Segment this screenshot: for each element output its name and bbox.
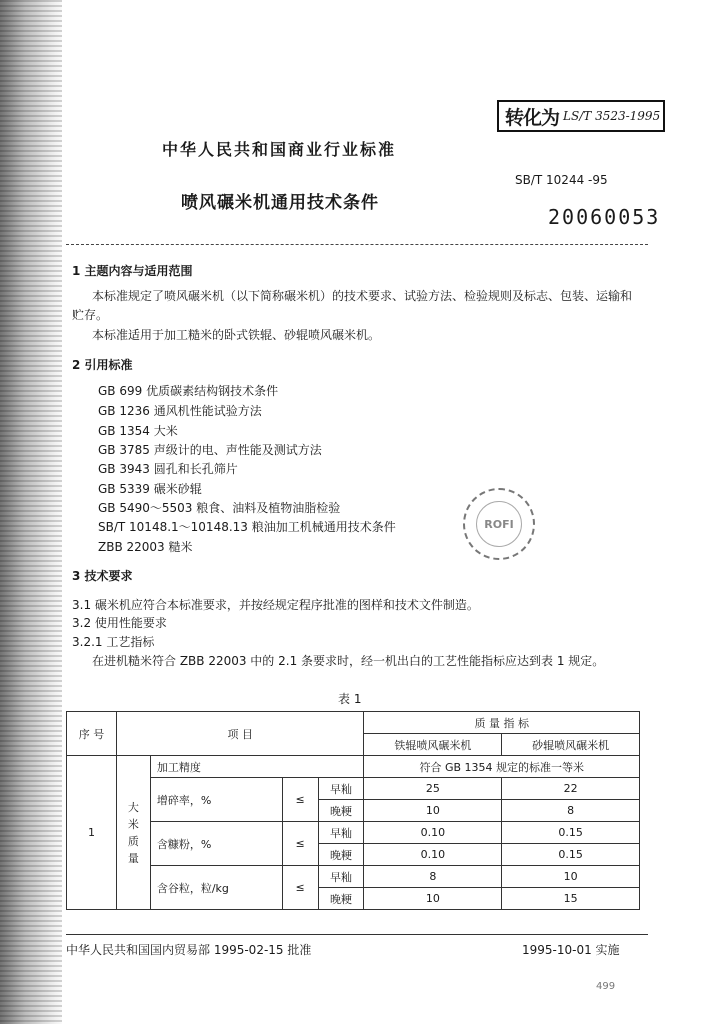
sand-value: 22 (502, 778, 640, 800)
table-row (67, 756, 640, 778)
scan-shadow-edge (0, 0, 62, 1024)
reference-item: GB 5339 碾米砂辊 (98, 482, 202, 496)
rice-type: 早籼 (318, 866, 364, 888)
sand-value: 10 (502, 866, 640, 888)
reference-item: GB 699 优质碳素结构钢技术条件 (98, 384, 279, 398)
reference-item: SB/T 10148.1～10148.13 粮油加工机械通用技术条件 (98, 520, 396, 534)
rice-type: 晚粳 (318, 800, 364, 822)
footer-divider (66, 934, 648, 935)
header-item: 项 目 (116, 712, 364, 756)
le-sign: ≤ (282, 822, 318, 866)
table-row (67, 866, 640, 888)
org-title: 中华人民共和国商业行业标准 (162, 140, 397, 159)
item-bran-content: 含糠粉，% (150, 822, 282, 866)
sand-value: 15 (502, 888, 640, 910)
seal-text: ROFI (484, 517, 514, 531)
section-1-paragraph-1: 本标准规定了喷风碾米机（以下简称碾米机）的技术要求、试验方法、检验规则及标志、包装、运输和 (92, 289, 633, 303)
reference-item: GB 5490～5503 粮食、油料及植物油脂检验 (98, 501, 341, 515)
iron-value: 25 (364, 778, 502, 800)
seal-inner-ring (476, 501, 522, 547)
section-2-heading: 2 引用标准 (72, 358, 133, 372)
rice-type: 晚粳 (318, 888, 364, 910)
le-sign: ≤ (282, 866, 318, 910)
clause-3-2-1-text: 在进机糙米符合 ZBB 22003 中的 2.1 条要求时，经一机出白的工艺性能指标应达到表 1 规定。 (92, 654, 605, 668)
quality-spec-table (66, 711, 640, 910)
table-caption: 表 1 (338, 692, 362, 706)
row-number: 1 (67, 756, 117, 910)
group-label: 大 米 质 量 (116, 756, 150, 910)
approval-line: 中华人民共和国国内贸易部 1995-02-15 批准 (66, 943, 312, 957)
header-divider (66, 244, 648, 245)
standard-number: SB/T 10244 -95 (515, 173, 608, 187)
iron-value: 10 (364, 888, 502, 910)
processing-accuracy-value: 符合 GB 1354 规定的标准一等米 (364, 756, 640, 778)
reference-item: ZBB 22003 糙米 (98, 540, 193, 554)
section-1-paragraph-1-cont: 贮存。 (72, 308, 109, 322)
document-title: 喷风碾米机通用技术条件 (181, 193, 379, 213)
table-row (67, 778, 640, 800)
section-1-heading: 1 主题内容与适用范围 (72, 264, 193, 278)
header-sand-roller: 砂辊喷风碾米机 (502, 734, 640, 756)
sand-value: 8 (502, 800, 640, 822)
item-broken-increase: 增碎率，% (150, 778, 282, 822)
sand-value: 0.15 (502, 844, 640, 866)
sand-value: 0.15 (502, 822, 640, 844)
iron-value: 0.10 (364, 822, 502, 844)
iron-value: 8 (364, 866, 502, 888)
library-seal (463, 488, 535, 560)
rice-type: 晚粳 (318, 844, 364, 866)
reference-item: GB 3943 圆孔和长孔筛片 (98, 462, 238, 476)
section-1-paragraph-2: 本标准适用于加工糙米的卧式铁辊、砂辊喷风碾米机。 (92, 328, 381, 342)
iron-value: 10 (364, 800, 502, 822)
reference-item: GB 1236 通风机性能试验方法 (98, 404, 262, 418)
clause-3-2: 3.2 使用性能要求 (72, 616, 167, 630)
page-number: 499 (596, 981, 616, 992)
item-grain-content: 含谷粒，粒/kg (150, 866, 282, 910)
header-seq: 序 号 (67, 712, 117, 756)
le-sign: ≤ (282, 778, 318, 822)
header-iron-roller: 铁辊喷风碾米机 (364, 734, 502, 756)
reference-item: GB 1354 大米 (98, 424, 178, 438)
rice-type: 早籼 (318, 778, 364, 800)
reference-item: GB 3785 声级计的电、声性能及测试方法 (98, 443, 322, 457)
serial-number: 20060053 (548, 205, 661, 229)
table-row (67, 822, 640, 844)
header-quality: 质 量 指 标 (364, 712, 640, 734)
clause-3-2-1: 3.2.1 工艺指标 (72, 635, 155, 649)
rice-type: 早籼 (318, 822, 364, 844)
item-processing-accuracy: 加工精度 (150, 756, 364, 778)
iron-value: 0.10 (364, 844, 502, 866)
stamp-code-text: LS/T 3523-1995 (563, 109, 661, 123)
effective-date: 1995-10-01 实施 (522, 943, 620, 957)
stamp-main-text: 转化为 (505, 106, 560, 129)
clause-3-1: 3.1 碾米机应符合本标准要求，并按经规定程序批准的图样和技术文件制造。 (72, 598, 479, 612)
conversion-stamp (497, 100, 665, 132)
section-3-heading: 3 技术要求 (72, 569, 133, 583)
